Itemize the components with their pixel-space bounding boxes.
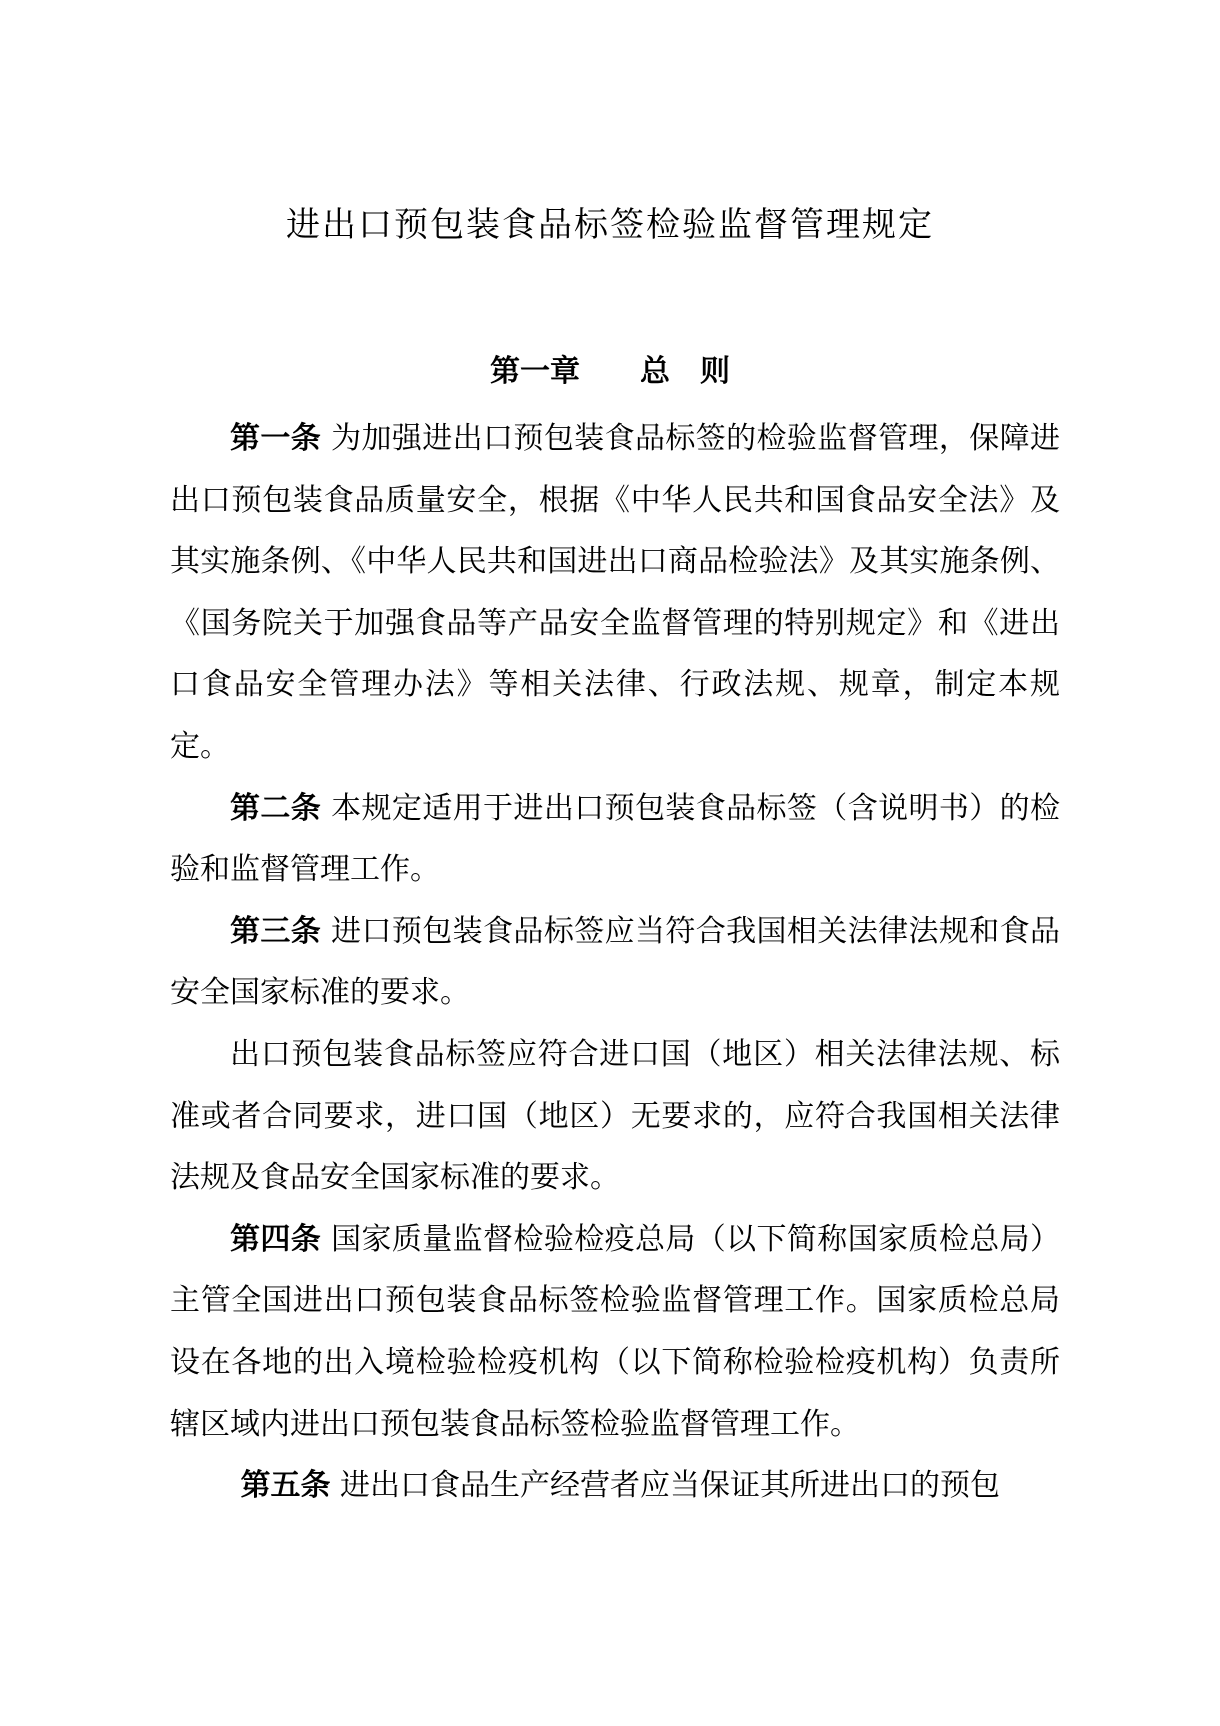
chapter-heading: 第一章 总 则 bbox=[490, 354, 730, 389]
article-number: 第三条 bbox=[230, 913, 322, 949]
article-text: 出口预包装食品标签应符合进口国（地区）相关法律法规、标准或者合同要求，进口国（地区）无要求的，应符合我国相关法律法规及食品安全国家标准的要求。 bbox=[170, 1036, 1060, 1196]
article-text: 为加强进出口预包装食品标签的检验监督管理，保障进出口预包装食品质量安全，根据《中华人民共和国食品安全法》及其实施条例、《中华人民共和国进出口商品检验法》及其实施条例、《国务院关于加强食品等产品安全监督管理的特别规定》和《进出口食品安全管理办法》等相关法律、行政法规、规章，制定本规定。 bbox=[170, 421, 1061, 764]
article-text: 进口预包装食品标签应当符合我国相关法律法规和食品安全国家标准的要求。 bbox=[170, 913, 1061, 1011]
article-number: 第一条 bbox=[230, 421, 322, 456]
article-paragraph bbox=[170, 1455, 1060, 1517]
article-text: 国家质量监督检验检疫总局（以下简称国家质检总局）主管全国进出口预包装食品标签检验监督管理工作。国家质检总局设在各地的出入境检验检疫机构（以下简称检验检疫机构）负责所辖区域内进出口预包装食品标签检验监督管理工作。 bbox=[170, 1221, 1061, 1442]
article-number: 第四条 bbox=[230, 1221, 322, 1257]
article-paragraph bbox=[170, 408, 1060, 778]
article-paragraph bbox=[170, 1209, 1060, 1455]
article-text: 进出口食品生产经营者应当保证其所进出口的预包 bbox=[340, 1468, 1001, 1504]
article-paragraph bbox=[170, 778, 1060, 901]
article-paragraph bbox=[170, 901, 1060, 1024]
article-text: 本规定适用于进出口预包装食品标签（含说明书）的检验和监督管理工作。 bbox=[170, 790, 1061, 888]
article-number: 第五条 bbox=[240, 1468, 331, 1504]
article-paragraph bbox=[170, 1024, 1060, 1209]
document-body bbox=[170, 408, 1060, 1517]
document-title: 进出口预包装食品标签检验监督管理规定 bbox=[286, 205, 934, 245]
article-number: 第二条 bbox=[230, 790, 322, 826]
